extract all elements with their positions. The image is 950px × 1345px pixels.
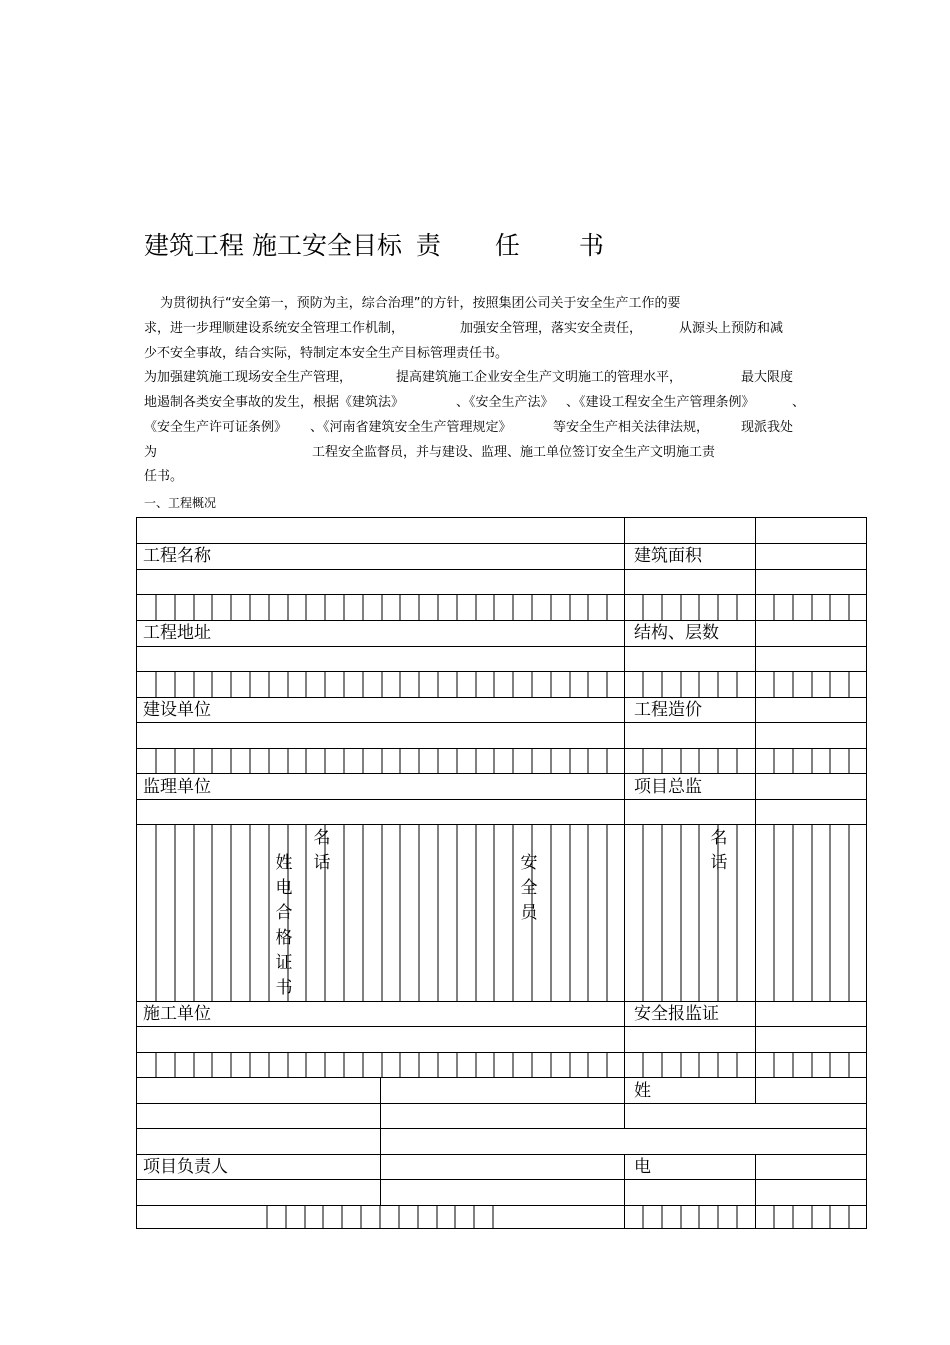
- row-line: [136, 646, 867, 647]
- column-divider: [380, 1077, 381, 1205]
- label-construction-unit: 建设单位: [143, 700, 211, 720]
- label-supervision-unit: 监理单位: [143, 777, 211, 797]
- label-chief-supervisor: 项目总监: [634, 777, 702, 797]
- char-name: 名: [313, 828, 331, 848]
- label-project-address: 工程地址: [143, 623, 211, 643]
- intro-line-8: 任书。: [144, 469, 184, 484]
- label-safety-officer-column: [519, 851, 539, 926]
- label-safety-cert: 安全报监证: [634, 1004, 719, 1024]
- row-line: [136, 594, 867, 595]
- project-overview-table: [136, 517, 867, 1229]
- char: 合: [275, 903, 293, 923]
- label-project-lead: 项目负责人: [143, 1157, 228, 1177]
- row-line: [136, 824, 867, 825]
- intro-line-6b: 、《河南省建筑安全生产管理规定》: [310, 420, 512, 435]
- row-line: [136, 773, 867, 774]
- row-line: [136, 671, 867, 672]
- intro-line-6a: 《安全生产许可证条例》: [144, 420, 288, 435]
- column-divider: [755, 1154, 756, 1229]
- title-char-1: 责: [415, 231, 441, 260]
- column-divider: [624, 517, 625, 1128]
- intro-line-5a: 地遏制各类安全事故的发生，根据《建筑法》: [144, 395, 405, 410]
- char: 员: [520, 903, 538, 923]
- row-line: [136, 1103, 867, 1104]
- char: 书: [275, 978, 293, 998]
- intro-line-5b: 、《安全生产法》: [456, 395, 554, 410]
- label-project-name: 工程名称: [143, 546, 211, 566]
- intro-line-6d: 现派我处: [741, 420, 794, 435]
- char-phone: 话: [710, 853, 728, 873]
- label-building-area: 建筑面积: [634, 546, 702, 566]
- label-builder-unit: 施工单位: [143, 1004, 211, 1024]
- section-heading: 一、工程概况: [144, 496, 217, 510]
- row-line: [136, 722, 867, 723]
- row-line: [136, 569, 867, 570]
- row-line: [136, 1026, 867, 1027]
- label-project-cost: 工程造价: [634, 700, 702, 720]
- row-line: [136, 543, 867, 544]
- title-main: 建筑工程 施工安全目标: [144, 231, 402, 260]
- label-electric: 电: [634, 1157, 651, 1177]
- char-name: 名: [710, 828, 728, 848]
- intro-line-2a: 求，进一步理顺建设系统安全管理工作机制，: [144, 321, 405, 336]
- row-line: [136, 1128, 867, 1129]
- label-surname: 姓: [634, 1081, 651, 1101]
- intro-line-4a: 为加强建筑施工现场安全生产管理，: [144, 370, 353, 385]
- intro-line-3: 少不安全事故，结合实际，特制定本安全生产目标管理责任书。: [144, 346, 509, 361]
- intro-line-7b: 工程安全监督员，并与建设、监理、施工单位签订安全生产文明施工责: [312, 445, 716, 460]
- title-char-2: 任: [494, 231, 520, 260]
- char-phone: 话: [313, 853, 331, 873]
- label-name-phone-2: [709, 826, 729, 876]
- intro-line-2c: 从源头上预防和减: [679, 321, 784, 336]
- row-line: [136, 1077, 867, 1078]
- intro-line-4c: 最大限度: [741, 370, 794, 385]
- row-line: [136, 697, 867, 698]
- label-structure-floors: 结构、层数: [634, 623, 719, 643]
- row-line: [136, 748, 867, 749]
- char: 电: [275, 878, 293, 898]
- column-divider: [755, 517, 756, 1103]
- char: 证: [275, 953, 293, 973]
- char: 全: [520, 878, 538, 898]
- row-line: [136, 1001, 867, 1002]
- row-line: [136, 1205, 867, 1206]
- column-divider: [624, 1154, 625, 1229]
- intro-line-4b: 提高建筑施工企业安全生产文明施工的管理水平，: [396, 370, 683, 385]
- title-char-3: 书: [578, 231, 604, 260]
- char: 格: [275, 928, 293, 948]
- row-line: [136, 620, 867, 621]
- char: 姓: [275, 853, 293, 873]
- document-title: [144, 226, 604, 262]
- row-line: [136, 1052, 867, 1053]
- intro-line-1: 为贯彻执行“安全第一，预防为主，综合治理”的方针，按照集团公司关于安全生产工作的要: [160, 296, 681, 311]
- intro-line-5c: 、《建设工程安全生产管理条例》: [566, 395, 755, 410]
- intro-line-6c: 等安全生产相关法律法规，: [553, 420, 710, 435]
- intro-line-7a: 为: [144, 445, 158, 460]
- row-line: [136, 799, 867, 800]
- row-line: [136, 1154, 867, 1155]
- label-name-phone-1: [312, 826, 332, 876]
- row-line: [136, 1179, 867, 1180]
- intro-line-2b: 加强安全管理，落实安全责任，: [460, 321, 643, 336]
- intro-line-5d: 、: [792, 395, 806, 410]
- char: 安: [520, 853, 538, 873]
- label-surname-column: [274, 851, 294, 1001]
